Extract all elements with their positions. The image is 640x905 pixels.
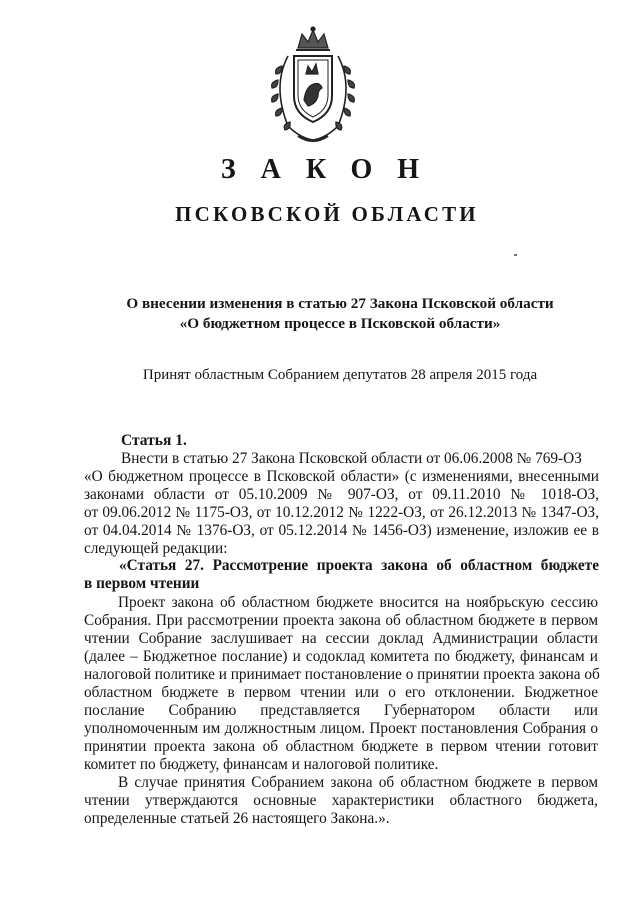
paragraph-line: законами области от 05.10.2009 № 907-ОЗ, от 09.11.2010 № 1018-ОЗ, [84, 486, 599, 503]
law-heading-line-1: О внесении изменения в статью 27 Закона Псковской области [126, 295, 554, 312]
quoted-body-line: послание Собранию представляется Губернатором области или [84, 702, 598, 719]
law-heading-line-2: «О бюджетном процессе в Псковской области» [179, 315, 501, 332]
quoted-body-line: определенные статьей 26 настоящего Закона.». [84, 810, 390, 827]
quoted-body-line: В случае принятия Собранием закона об областном бюджете в первом [118, 774, 598, 791]
paragraph-line: от 09.06.2012 № 1175-ОЗ, от 10.12.2012 № 1222-ОЗ, от 26.12.2013 № 1347-ОЗ, [84, 504, 599, 521]
paragraph-line: от 04.04.2014 № 1376-ОЗ, от 05.12.2014 № 1456-ОЗ) изменение, изложив ее в [84, 522, 599, 539]
law-title: ЗАКОН [220, 154, 445, 185]
adoption-note: Принят областным Собранием депутатов 28 апреля 2015 года [142, 367, 538, 383]
quoted-body-line: Собрания. При рассмотрении проекта закона об областном бюджете в первом [84, 612, 598, 629]
quoted-body-line: областном бюджете в первом чтении или о его отклонении. Бюджетное [84, 684, 598, 701]
coat-of-arms-emblem [258, 26, 368, 146]
quoted-body-line: (далее – Бюджетное послание) и содоклад комитета по бюджету, финансам и [84, 648, 598, 665]
quoted-body-line: уполномоченным им должностным лицом. Проект постановления Собрания о [84, 720, 598, 737]
quoted-body-line: чтении Собрание заслушивает на сессии доклад Администрации области [84, 630, 598, 647]
quoted-body-line: комитет по бюджету, финансам и налоговой политике. [84, 756, 439, 773]
paragraph-line: «О бюджетном процессе в Псковской области» (с изменениями, внесенными [84, 468, 599, 485]
quoted-article-heading: «Статья 27. Рассмотрение проекта закона об областном бюджете [119, 557, 599, 574]
quoted-body-line: налоговой политике и принимает постановление о принятии проекта закона об [84, 666, 600, 683]
quoted-body-line: чтении утверждаются основные характеристики областного бюджета, [84, 792, 598, 809]
quoted-article-heading: в первом чтении [84, 575, 200, 592]
article-heading: Статья 1. [121, 432, 187, 449]
scan-mark [514, 254, 517, 256]
paragraph-line: следующей редакции: [84, 540, 228, 557]
quoted-body-line: принятии проекта закона об областном бюджете в первом чтении готовит [84, 738, 598, 755]
paragraph-line: Внести в статью 27 Закона Псковской области от 06.06.2008 № 769-ОЗ [121, 450, 582, 467]
region-title: ПСКОВСКОЙ ОБЛАСТИ [175, 202, 479, 226]
quoted-body-line: Проект закона об областном бюджете вносится на ноябрьскую сессию [118, 594, 598, 611]
